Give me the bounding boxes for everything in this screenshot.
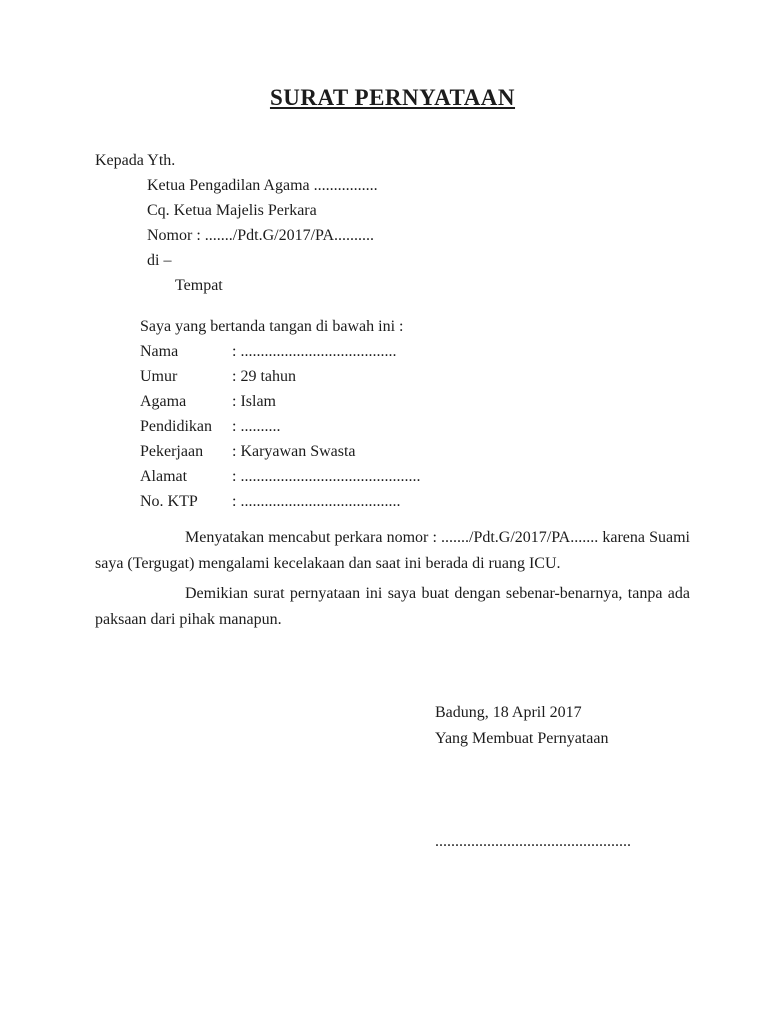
field-value: : 29 tahun	[232, 368, 296, 385]
field-value: : Islam	[232, 393, 276, 410]
field-row-pendidikan	[140, 414, 690, 439]
recipient-place: Tempat	[175, 277, 223, 294]
signature-place-date: Badung, 18 April 2017	[435, 704, 582, 721]
field-row-pekerjaan	[140, 439, 690, 464]
field-label: Umur	[140, 368, 178, 385]
salutation: Kepada Yth.	[95, 152, 176, 169]
recipient-line-cq: Cq. Ketua Majelis Perkara	[147, 202, 317, 219]
field-label: Alamat	[140, 468, 188, 485]
field-row-no-ktp	[140, 489, 690, 514]
field-row-alamat	[140, 464, 690, 489]
field-row-nama	[140, 339, 690, 364]
field-label: No. KTP	[140, 493, 198, 510]
field-label: Pekerjaan	[140, 443, 204, 460]
field-label: Agama	[140, 393, 187, 410]
field-value: : .......................................	[232, 343, 397, 360]
field-value: : Karyawan Swasta	[232, 443, 356, 460]
statement-paragraph: Menyatakan mencabut perkara nomor : ......./Pdt.G/2017/PA....... karena Suami saya (Tergugat) mengalami kecelakaan dan saat ini berada di ruang ICU.	[95, 529, 690, 572]
field-value: : ........................................	[232, 493, 401, 510]
field-row-umur	[140, 364, 690, 389]
declaration-intro: Saya yang bertanda tangan di bawah ini :	[140, 318, 404, 335]
field-label: Nama	[140, 343, 179, 360]
field-value: : .............................................	[232, 468, 421, 485]
signature-role: Yang Membuat Pernyataan	[435, 730, 609, 747]
identity-fields	[140, 339, 690, 514]
recipient-line-di: di –	[147, 252, 172, 269]
recipient-line-court: Ketua Pengadilan Agama ................	[147, 177, 378, 194]
closing-paragraph: Demikian surat pernyataan ini saya buat dengan sebenar-benarnya, tanpa ada paksaan dari pihak manapun.	[95, 585, 690, 628]
recipient-line-case-number: Nomor : ......./Pdt.G/2017/PA..........	[147, 227, 374, 244]
field-label: Pendidikan	[140, 418, 212, 435]
signature-block	[435, 700, 690, 855]
letter-title: SURAT PERNYATAAN	[269, 85, 516, 110]
field-row-agama	[140, 389, 690, 414]
signature-dotted-line: .................................................	[435, 833, 631, 850]
field-value: : ..........	[232, 418, 281, 435]
recipient-block	[147, 173, 690, 298]
